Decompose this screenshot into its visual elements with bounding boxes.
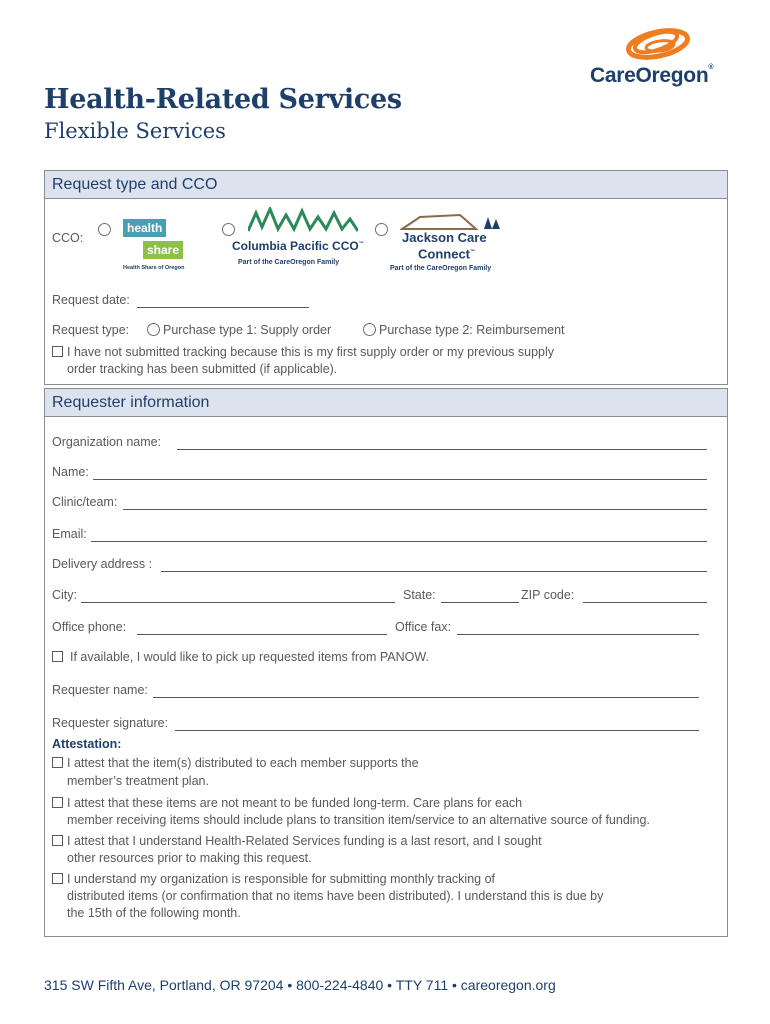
jackson-care-connect-logo: Jackson Care Connect™ Part of the CareOregon Family: [390, 211, 510, 277]
office-fax-field[interactable]: [457, 634, 699, 635]
requester-signature-field[interactable]: [175, 730, 699, 731]
city-label: City:: [52, 588, 77, 602]
tracking-checkbox[interactable]: [52, 346, 63, 357]
requester-name-label: Requester name:: [52, 683, 148, 697]
attestation-1-line1: I attest that the item(s) distributed to each member supports the: [67, 756, 419, 770]
clinic-team-label: Clinic/team:: [52, 495, 118, 509]
state-label: State:: [403, 588, 436, 602]
zip-code-field[interactable]: [583, 602, 707, 603]
careoregon-wordmark: CareOregon®: [590, 64, 714, 87]
attestation-3-line2: other resources prior to making this request.: [67, 851, 312, 865]
cco-radio-jackson-care[interactable]: [375, 223, 388, 236]
delivery-address-field[interactable]: [161, 571, 707, 572]
columbia-pacific-logo: Columbia Pacific CCO™ Part of the CareOregon Family: [230, 207, 370, 277]
requester-information-section: [44, 388, 728, 937]
tracking-text-line1: I have not submitted tracking because this is my first supply order or my previous supply: [67, 345, 555, 359]
name-field[interactable]: [93, 479, 707, 480]
footer-contact: 315 SW Fifth Ave, Portland, OR 97204 • 800-224-4840 • TTY 711 • careoregon.org: [44, 977, 556, 993]
attestation-4-line3: the 15th of the following month.: [67, 906, 241, 920]
pickup-label: If available, I would like to pick up requested items from PANOW.: [70, 650, 429, 664]
cco-label: CCO:: [52, 231, 84, 245]
landscape-icon: [400, 211, 500, 231]
careoregon-logo: [590, 24, 740, 94]
zip-code-label: ZIP code:: [521, 588, 575, 602]
section-heading-request-type: Request type and CCO: [45, 171, 727, 199]
careoregon-swirl-icon: [590, 24, 740, 68]
attestation-checkbox-4[interactable]: [52, 873, 63, 884]
attestation-2-line1: I attest that these items are not meant to be funded long-term. Care plans for each: [67, 796, 523, 810]
tracking-text-line2: order tracking has been submitted (if applicable).: [67, 362, 338, 376]
request-type-option-supply: Purchase type 1: Supply order: [163, 323, 332, 337]
attestation-3-line1: I attest that I understand Health-Related Services funding is a last resort, and I sought: [67, 834, 542, 848]
attestation-checkbox-1[interactable]: [52, 757, 63, 768]
organization-name-field[interactable]: [177, 449, 707, 450]
organization-name-label: Organization name:: [52, 435, 162, 449]
attestation-4-line2: distributed items (or confirmation that no items have been distributed). I understand this is due by: [67, 889, 604, 903]
city-field[interactable]: [81, 602, 395, 603]
email-label: Email:: [52, 527, 87, 541]
attestation-4-line1: I understand my organization is responsible for submitting monthly tracking of: [67, 872, 495, 886]
trees-icon: [248, 207, 358, 233]
attestation-checkbox-3[interactable]: [52, 835, 63, 846]
attestation-1-line2: member’s treatment plan.: [67, 774, 209, 788]
attestation-heading: Attestation:: [52, 737, 122, 751]
request-date-field[interactable]: [137, 307, 309, 308]
requester-name-field[interactable]: [153, 697, 699, 698]
attestation-2-line2: member receiving items should include plans to transition item/service to an alternative source of funding.: [67, 813, 650, 827]
request-type-radio-supply[interactable]: [147, 323, 160, 336]
pickup-checkbox[interactable]: [52, 651, 63, 662]
page-subtitle: Flexible Services: [44, 119, 226, 143]
clinic-team-field[interactable]: [123, 509, 707, 510]
attestation-checkbox-2[interactable]: [52, 797, 63, 808]
request-type-section: [44, 170, 728, 385]
office-phone-field[interactable]: [137, 634, 387, 635]
office-fax-label: Office fax:: [395, 620, 452, 634]
request-type-option-reimbursement: Purchase type 2: Reimbursement: [379, 323, 565, 337]
section-heading-requester: Requester information: [45, 389, 727, 417]
healthshare-logo: health share Health Share of Oregon: [123, 221, 185, 271]
state-field[interactable]: [441, 602, 519, 603]
request-type-label: Request type:: [52, 323, 130, 337]
email-field[interactable]: [91, 541, 707, 542]
office-phone-label: Office phone:: [52, 620, 127, 634]
request-date-label: Request date:: [52, 293, 130, 307]
delivery-address-label: Delivery address :: [52, 557, 153, 571]
page-title: Health-Related Services: [44, 84, 402, 115]
request-type-radio-reimbursement[interactable]: [363, 323, 376, 336]
cco-radio-healthshare[interactable]: [98, 223, 111, 236]
name-label: Name:: [52, 465, 89, 479]
requester-signature-label: Requester signature:: [52, 716, 169, 730]
